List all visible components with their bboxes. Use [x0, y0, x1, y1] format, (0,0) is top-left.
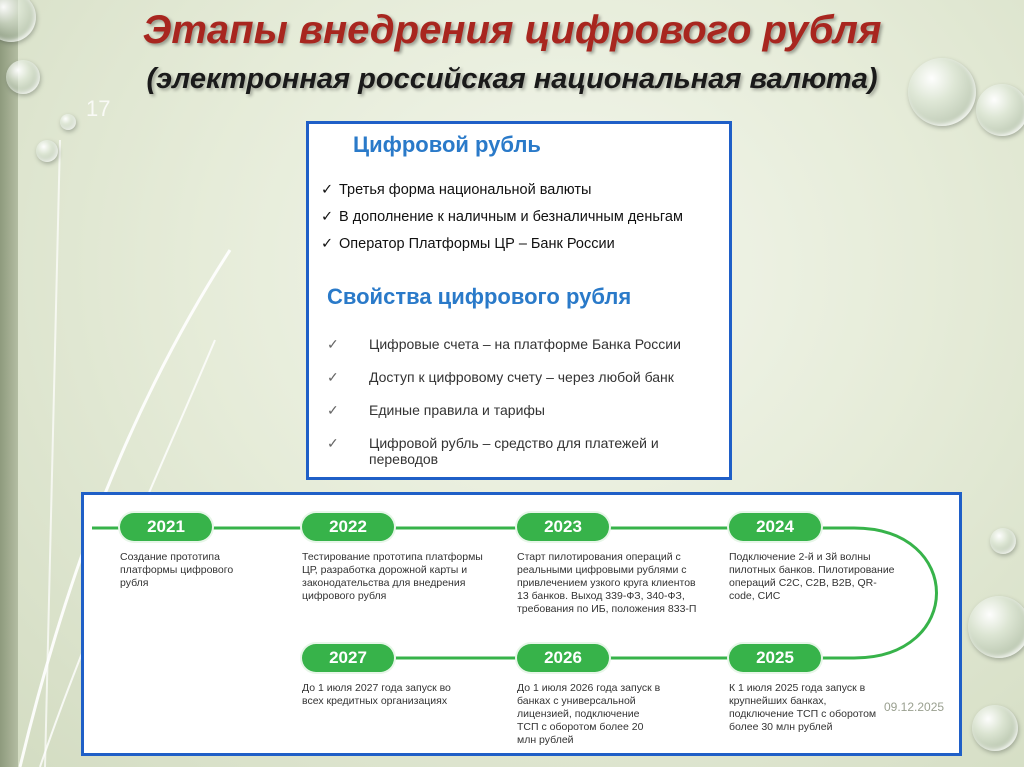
list-item: ✓ Цифровой рубль – средство для платежей и переводов	[327, 435, 659, 467]
list-item: ✓ В дополнение к наличным и безналичным деньгам	[321, 209, 683, 225]
stage-description: До 1 июля 2027 года запуск во всех кредитных организациях	[302, 682, 451, 707]
stage-description: Старт пилотирования операций с реальными цифровыми рублями с привлечением узкого круга клиентов 13 банков. Выход 339-ФЗ, 340-ФЗ, требования по ИБ, положения 833-П	[517, 551, 697, 615]
list-item: ✓ Третья форма национальной валюты	[321, 182, 592, 198]
list-item: ✓ Единые правила и тарифы	[327, 402, 723, 435]
year-badge-2021: 2021	[120, 513, 212, 541]
timeline-box	[81, 492, 962, 756]
checkmark-icon: ✓	[327, 369, 339, 385]
digital-ruble-list	[321, 182, 683, 263]
checkmark-icon: ✓	[321, 236, 334, 252]
list-item: ✓ Цифровые счета – на платформе Банка России	[327, 336, 723, 369]
water-drop	[972, 705, 1018, 751]
water-drop	[968, 596, 1024, 658]
year-badge-2023: 2023	[517, 513, 609, 541]
slide-date: 09.12.2025	[884, 700, 945, 714]
year-badge-2025: 2025	[729, 644, 821, 672]
year-badge-2024: 2024	[729, 513, 821, 541]
stage-description: К 1 июля 2025 года запуск в крупнейших банках, подключение ТСП с оборотом более 30 млн рублей	[729, 682, 877, 733]
water-drop	[60, 114, 76, 130]
slide-title: Этапы внедрения цифрового рубля	[142, 8, 882, 52]
left-decor-strip	[0, 0, 18, 767]
stage-description: Подключение 2-й и 3й волны пилотных банков. Пилотирование операций C2C, C2B, B2B, QR-code, СИС	[729, 551, 895, 602]
year-badge-2027: 2027	[302, 644, 394, 672]
water-drop	[990, 528, 1016, 554]
slide-subtitle: (электронная российская национальная валюта)	[146, 63, 878, 95]
stage-description: До 1 июля 2026 года запуск в банках с универсальной лицензией, подключение ТСП с оборотом более 20 млн рублей	[517, 682, 661, 746]
stage-description: Тестирование прототипа платформы ЦР, разработка дорожной карты и законодательства для внедрения цифрового рубля	[302, 551, 483, 602]
stage-description: Создание прототипа платформы цифрового рубля	[120, 551, 234, 589]
slide-number: 17	[86, 96, 111, 121]
checkmark-icon: ✓	[327, 336, 339, 352]
properties-list	[327, 336, 723, 468]
checkmark-icon: ✓	[327, 435, 339, 451]
properties-heading: Свойства цифрового рубля	[327, 284, 632, 309]
digital-ruble-info-box	[306, 121, 732, 480]
list-item: ✓ Доступ к цифровому счету – через любой банк	[327, 369, 723, 402]
checkmark-icon: ✓	[327, 402, 339, 418]
checkmark-icon: ✓	[321, 182, 334, 198]
year-badge-2022: 2022	[302, 513, 394, 541]
year-badge-2026: 2026	[517, 644, 609, 672]
water-drop	[36, 140, 58, 162]
list-item: ✓ Оператор Платформы ЦР – Банк России	[321, 236, 615, 252]
digital-ruble-heading: Цифровой рубль	[353, 132, 541, 157]
checkmark-icon: ✓	[321, 209, 334, 225]
